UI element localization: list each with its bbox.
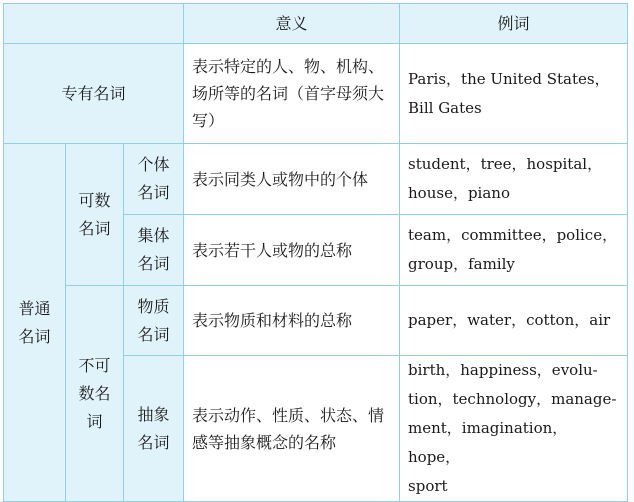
proper-noun-examples <box>400 44 628 144</box>
example-line: house，piano <box>408 184 510 202</box>
header-examples: 例词 <box>400 4 628 44</box>
material-noun-examples <box>400 286 628 356</box>
label-line: 名词 <box>137 183 170 202</box>
abstract-noun-meaning: 表示动作、性质、状态、情感等抽象概念的名称 <box>184 356 400 502</box>
uncountable-noun-label <box>66 286 124 502</box>
label-line: 名词 <box>137 324 170 344</box>
countable-noun-label <box>66 144 124 286</box>
noun-classification-table <box>3 3 628 502</box>
label-line: 不可 <box>78 355 111 375</box>
table-header-row <box>4 4 628 44</box>
abstract-noun-examples <box>400 356 628 502</box>
proper-noun-row <box>4 44 628 144</box>
label-line: 数名 <box>78 383 111 403</box>
label-line: 个体 <box>137 155 170 174</box>
individual-noun-meaning: 表示同类人或物中的个体 <box>184 144 400 215</box>
noun-table-frame <box>3 3 631 495</box>
individual-noun-row <box>4 144 628 215</box>
proper-noun-meaning: 表示特定的人、物、机构、场所等的名词（首字母须大写） <box>184 44 400 144</box>
abstract-noun-label <box>124 356 184 502</box>
individual-noun-examples <box>400 144 628 215</box>
collective-noun-examples <box>400 215 628 286</box>
label-line: 可数 <box>78 190 111 210</box>
proper-noun-label: 专有名词 <box>4 44 184 144</box>
example-line: student，tree，hospital， <box>408 155 603 173</box>
collective-noun-label <box>124 215 184 286</box>
label-line: 名词 <box>18 326 51 346</box>
example-line: Bill Gates <box>408 98 482 117</box>
example-line: group，family <box>408 255 515 273</box>
example-line: paper，water，cotton，air <box>408 311 611 329</box>
example-line: sport <box>408 477 448 495</box>
example-line: ment，imagination，hope， <box>408 419 568 466</box>
label-line: 普通 <box>18 298 51 318</box>
label-line: 名词 <box>78 218 111 238</box>
material-noun-row <box>4 286 628 356</box>
header-meaning: 意义 <box>184 4 400 44</box>
label-line: 集体 <box>137 226 170 245</box>
label-line: 物质 <box>137 296 170 316</box>
collective-noun-meaning: 表示若干人或物的总称 <box>184 215 400 286</box>
individual-noun-label <box>124 144 184 215</box>
material-noun-label <box>124 286 184 356</box>
example-line: birth，happiness，evolu- <box>408 361 598 379</box>
header-empty-cell <box>4 4 184 44</box>
example-line: Paris，the United States， <box>408 69 610 88</box>
label-line: 名词 <box>137 432 170 452</box>
common-noun-label <box>4 144 66 502</box>
example-line: team，committee，police， <box>408 226 618 244</box>
material-noun-meaning: 表示物质和材料的总称 <box>184 286 400 356</box>
label-line: 抽象 <box>137 404 170 424</box>
example-line: tion，technology，manage- <box>408 390 617 408</box>
label-line: 词 <box>86 411 103 431</box>
label-line: 名词 <box>137 254 170 273</box>
